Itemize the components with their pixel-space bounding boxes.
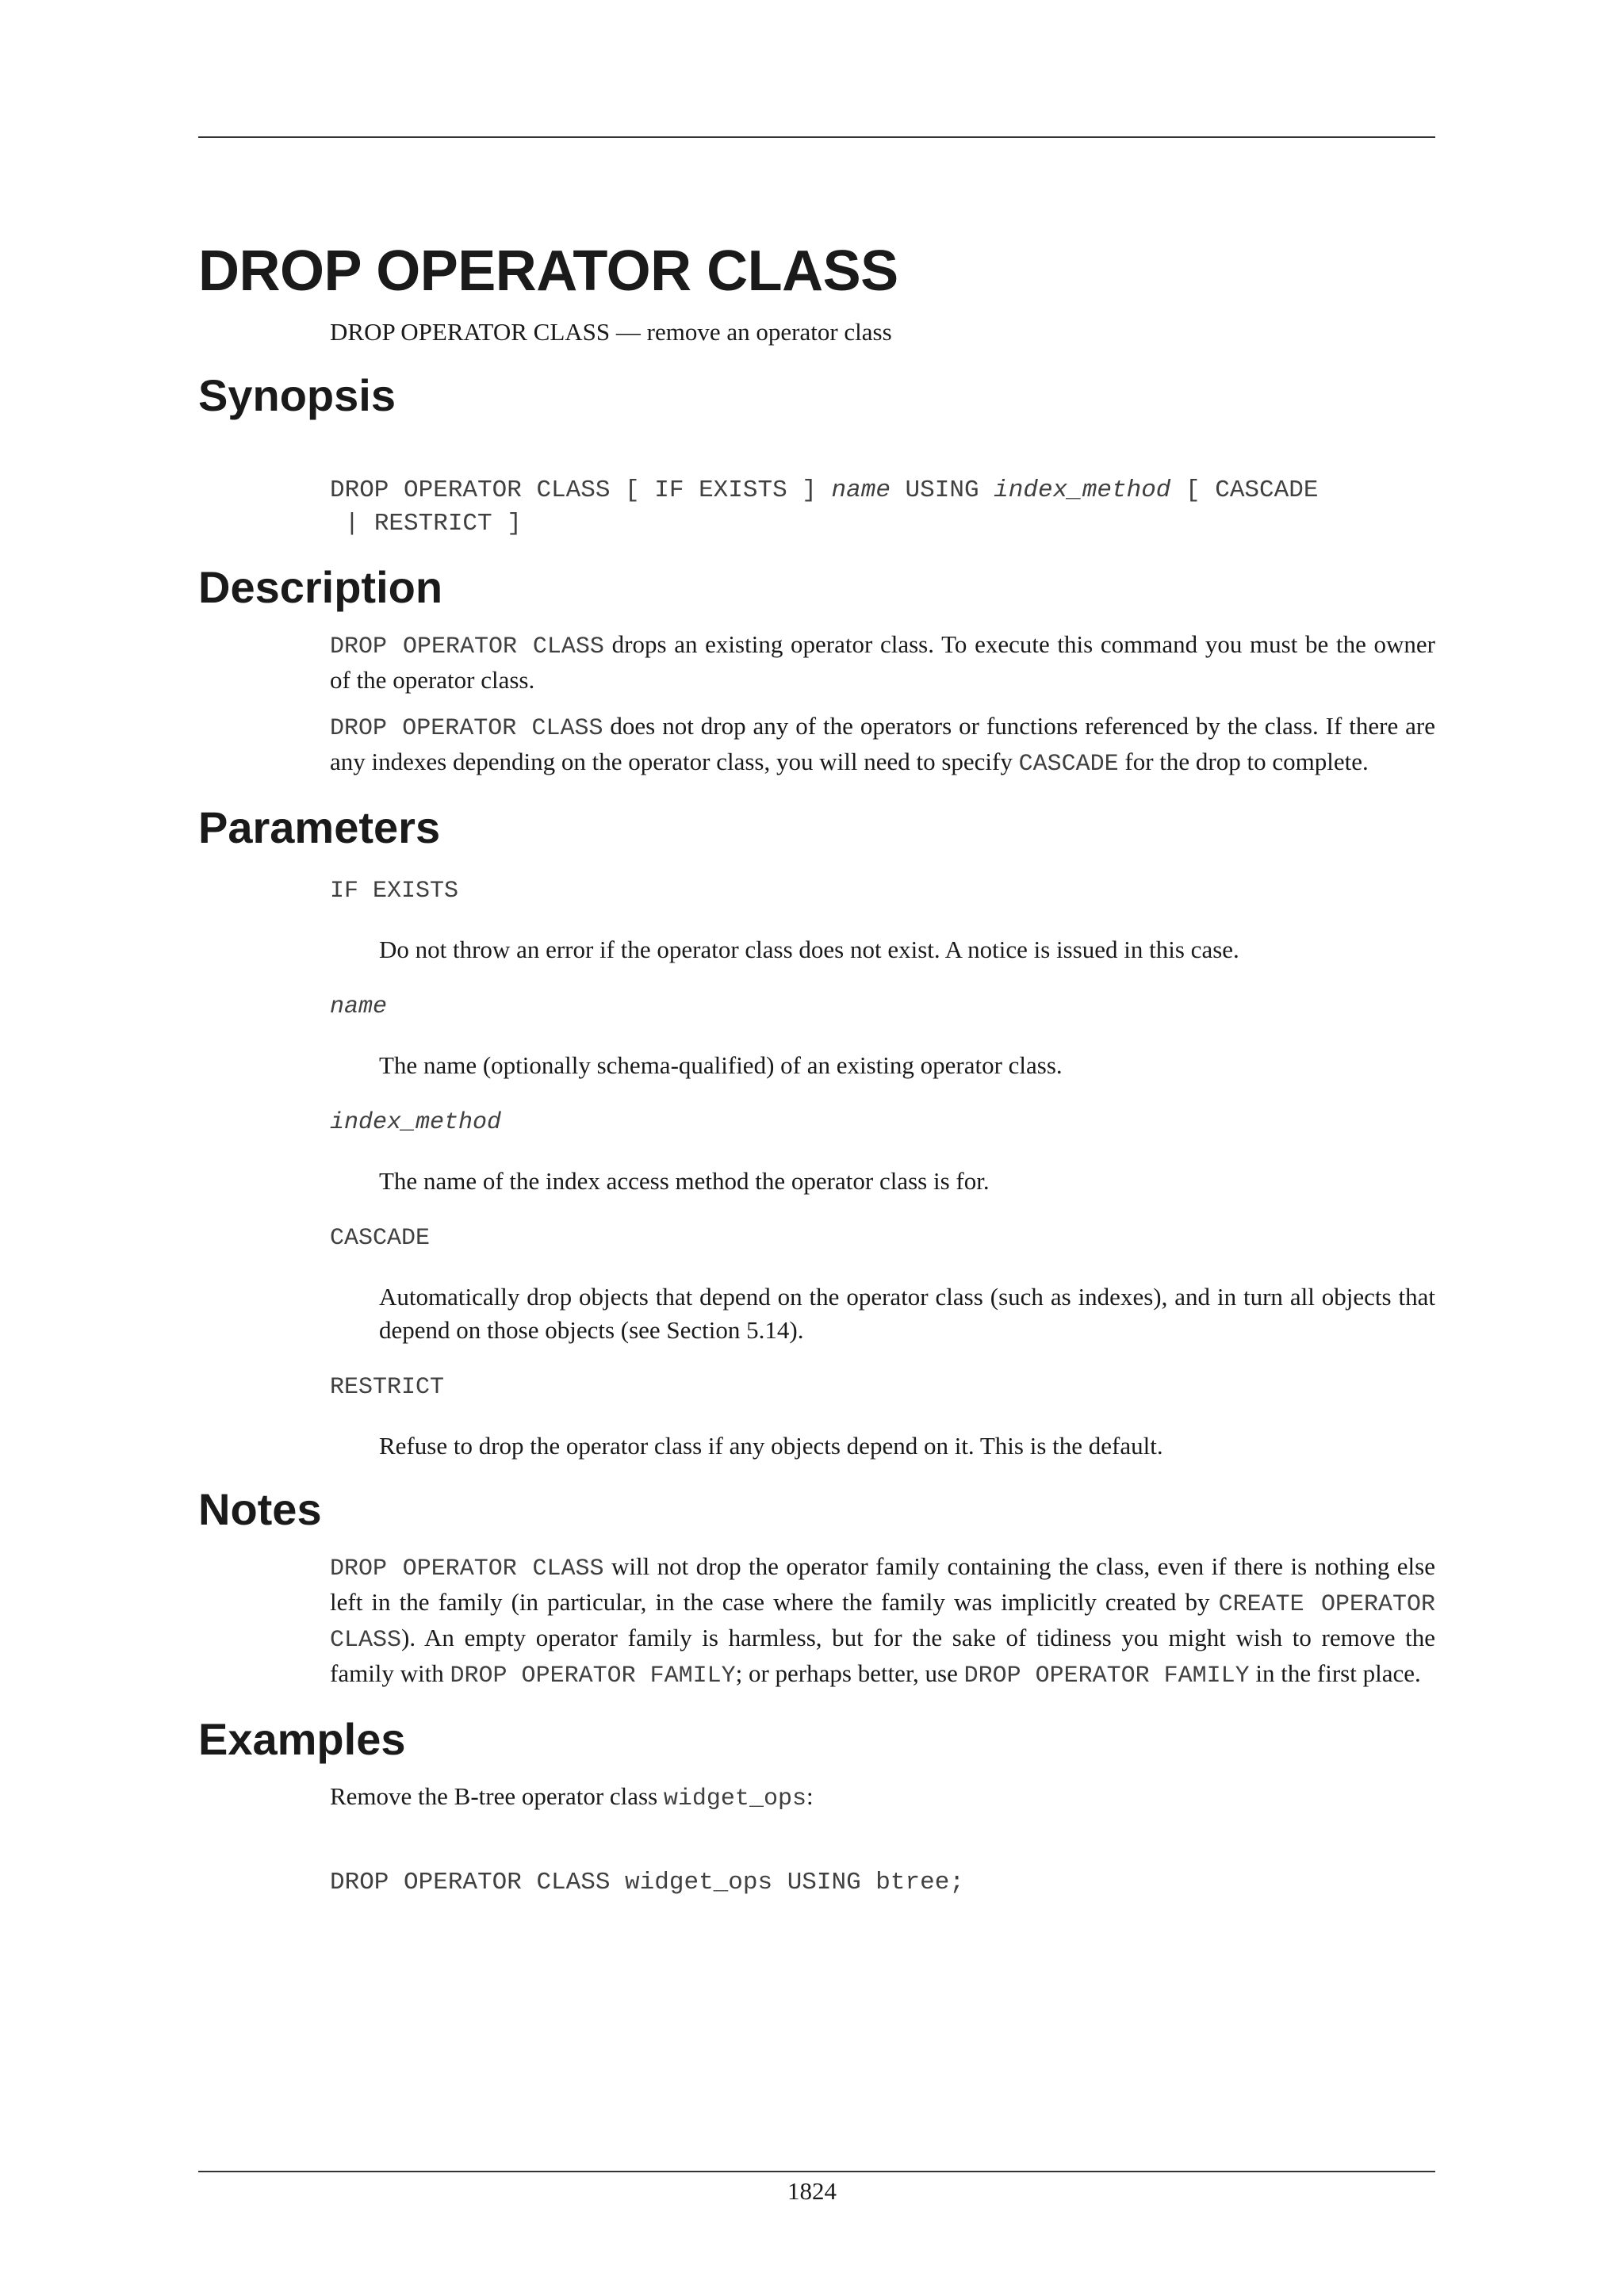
synopsis-part: USING — [890, 476, 994, 504]
parameter-description: The name (optionally schema-qualified) of an existing operator class. — [379, 1051, 1063, 1079]
inline-code: DROP OPERATOR CLASS — [330, 715, 603, 742]
paragraph-text: : — [806, 1782, 814, 1810]
parameter-description: Refuse to drop the operator class if any objects depend on it. This is the default. — [379, 1432, 1163, 1460]
paragraph-text: will not drop the operator family containing the class, even if there is nothing else left in the family (in particular, in the case where the family was implicitly created by — [330, 1552, 1435, 1616]
paragraph-text: ). An empty operator family is harmless, but for the sake of tidiness you might wish to remove the family with — [330, 1624, 1435, 1687]
synopsis-index-method: index_method — [994, 476, 1171, 504]
synopsis-code — [330, 474, 1435, 541]
example-code: DROP OPERATOR CLASS widget_ops USING btree; — [330, 1869, 964, 1896]
description-paragraph — [330, 710, 1435, 781]
examples-intro — [330, 1780, 1435, 1816]
description-paragraph — [330, 628, 1435, 697]
description-heading: Description — [198, 562, 443, 612]
inline-code: DROP OPERATOR CLASS — [330, 633, 604, 660]
synopsis-heading: Synopsis — [198, 370, 396, 420]
parameter-term: name — [330, 993, 388, 1020]
synopsis-name: name — [831, 476, 891, 504]
inline-code: widget_ops — [663, 1785, 806, 1812]
parameter-term: RESTRICT — [330, 1374, 445, 1401]
paragraph-text: drops an existing operator class. To execute this command you must be the owner of the operator class. — [330, 630, 1435, 694]
parameter-term: CASCADE — [330, 1225, 431, 1252]
paragraph-text: does not drop any of the operators or functions referenced by the class. If there are any indexes depending on the operator class, you will need to specify — [330, 712, 1436, 775]
parameter-description: The name of the index access method the operator class is for. — [379, 1167, 990, 1195]
notes-paragraph — [330, 1550, 1435, 1693]
refpurpose: DROP OPERATOR CLASS — remove an operator class — [330, 318, 892, 346]
inline-code: DROP OPERATOR CLASS — [330, 1556, 604, 1582]
parameter-description: Automatically drop objects that depend on the operator class (such as indexes), and in turn all objects that depend on those objects (see Section 5.14). — [379, 1283, 1435, 1344]
examples-heading: Examples — [198, 1714, 406, 1764]
inline-code: DROP OPERATOR FAMILY — [450, 1663, 736, 1689]
header-rule — [198, 136, 1435, 138]
paragraph-text: Remove the B-tree operator class — [330, 1782, 664, 1810]
parameter-description: Do not throw an error if the operator class does not exist. A notice is issued in this case. — [379, 936, 1239, 963]
parameter-term: IF EXISTS — [330, 878, 459, 905]
inline-code: CREATE OPERATOR CLASS — [330, 1591, 1435, 1654]
synopsis-part: [ CASCADE — [1170, 476, 1319, 504]
paragraph-text: in the first place. — [1249, 1659, 1421, 1687]
page-title: DROP OPERATOR CLASS — [198, 239, 898, 303]
parameters-heading: Parameters — [198, 802, 441, 852]
synopsis-part: | RESTRICT ] — [330, 510, 522, 538]
notes-heading: Notes — [198, 1484, 322, 1534]
inline-code: CASCADE — [1018, 751, 1119, 778]
paragraph-text: ; or perhaps better, use — [735, 1659, 964, 1687]
paragraph-text: for the drop to complete. — [1118, 748, 1369, 775]
synopsis-part: DROP OPERATOR CLASS [ IF EXISTS ] — [330, 476, 832, 504]
parameter-list — [330, 874, 1435, 1463]
document-body — [198, 238, 1435, 1900]
parameter-term: index_method — [330, 1109, 502, 1136]
footer-rule — [198, 2171, 1435, 2172]
inline-code: DROP OPERATOR FAMILY — [963, 1663, 1250, 1689]
page-number: 1824 — [787, 2177, 837, 2205]
